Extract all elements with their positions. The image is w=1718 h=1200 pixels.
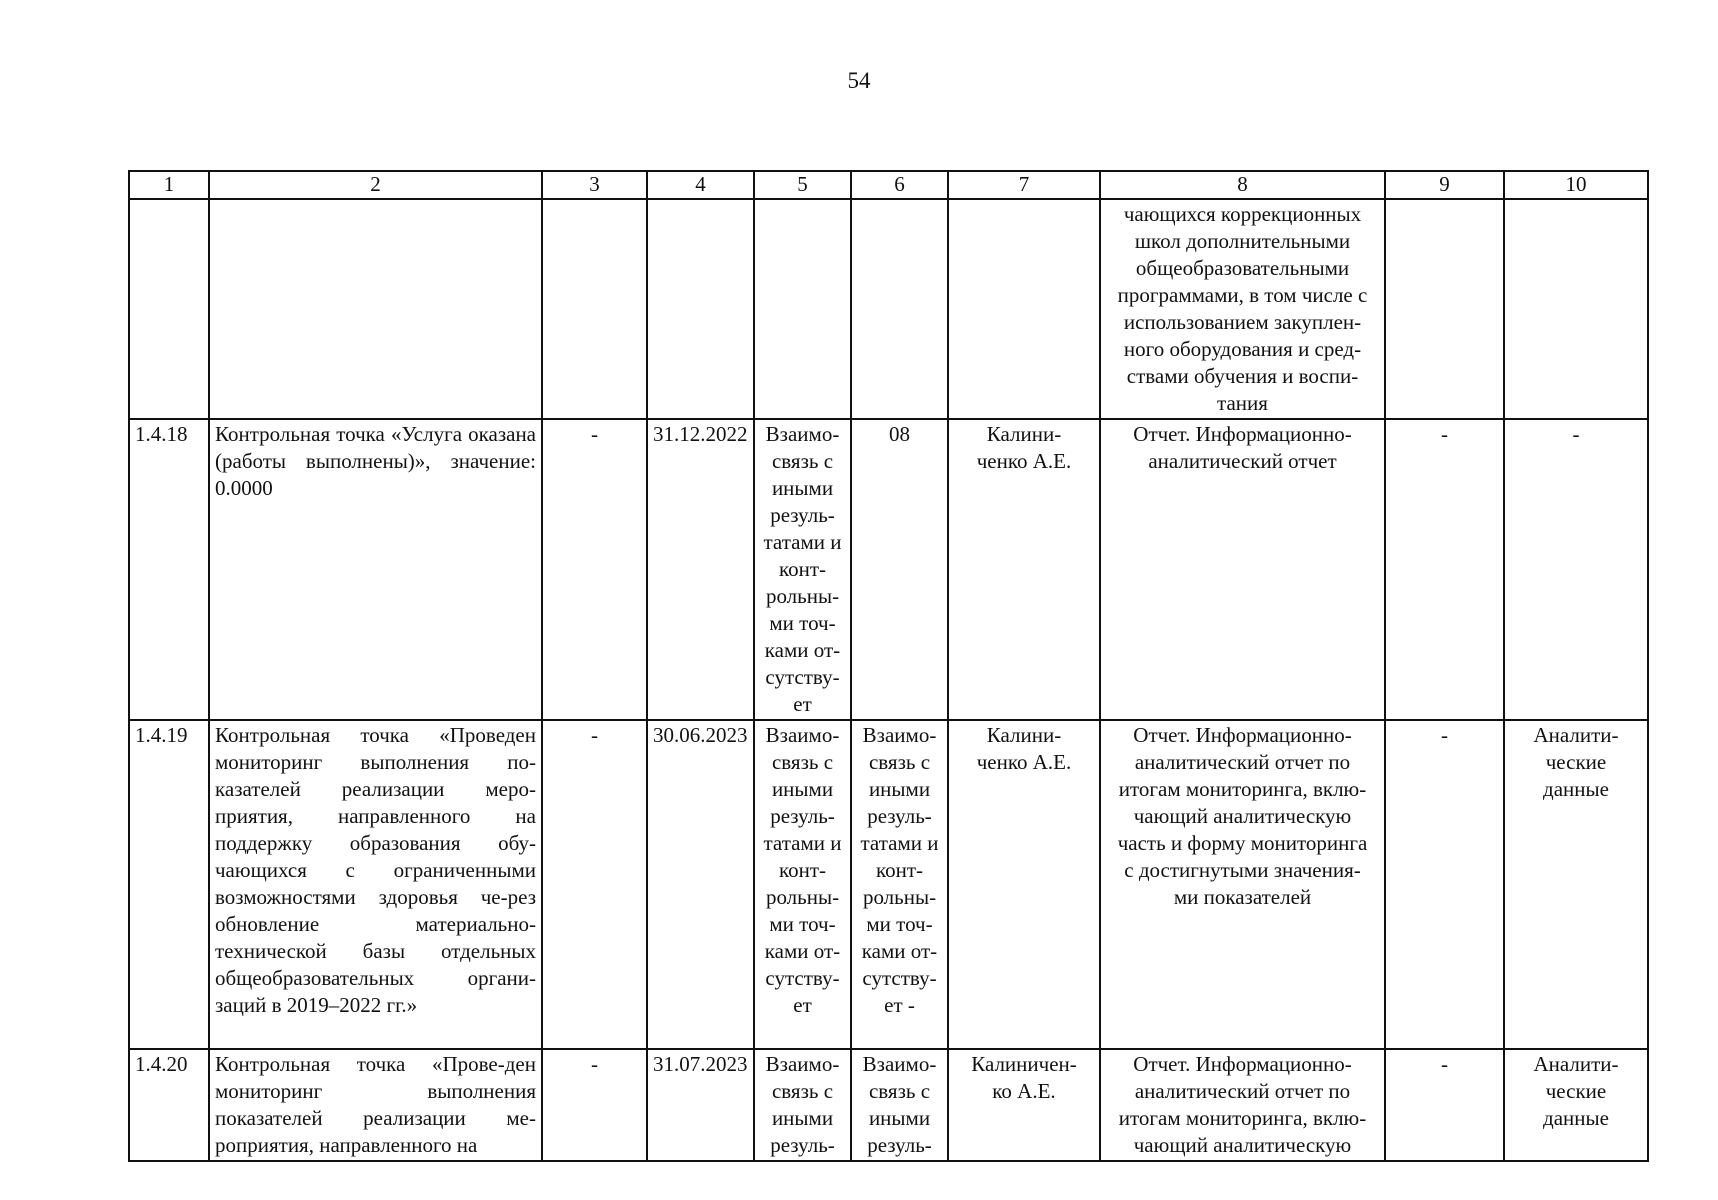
row-date: 31.07.2023 [647, 1049, 754, 1161]
row-responsible: Калини- ченко А.Е. [948, 419, 1100, 720]
table-row [129, 419, 1648, 720]
column-header-8: 8 [1100, 171, 1385, 199]
row-col3: - [542, 1049, 647, 1161]
row-col6 [851, 199, 948, 419]
row-responsible: Калини- ченко А.Е. [948, 720, 1100, 1049]
column-header-10: 10 [1504, 171, 1648, 199]
row-col6: Взаимо- связь с иными резуль- татами и конт- рольны- ми точ- ками от- сутству- ет - [851, 720, 948, 1049]
table-row [129, 199, 1648, 419]
row-col10: - [1504, 419, 1648, 720]
row-col10: Аналити- ческие данные [1504, 1049, 1648, 1161]
row-number [129, 199, 209, 419]
row-number: 1.4.18 [129, 419, 209, 720]
header-row [129, 171, 1648, 199]
row-col6: 08 [851, 419, 948, 720]
row-responsible [948, 199, 1100, 419]
row-col9: - [1385, 419, 1504, 720]
column-header-5: 5 [754, 171, 851, 199]
table-row [129, 1049, 1648, 1161]
row-document: Отчет. Информационно- аналитический отчет по итогам мониторинга, вклю- чающий аналитическую [1100, 1049, 1385, 1161]
page-number: 54 [847, 68, 871, 93]
column-header-6: 6 [851, 171, 948, 199]
row-responsible: Калиничен- ко А.Е. [948, 1049, 1100, 1161]
row-description: Контрольная точка «Услуга оказана (работы выполнены)», значение: 0.0000 [209, 419, 542, 720]
column-header-4: 4 [647, 171, 754, 199]
row-col5: Взаимо- связь с иными резуль- татами и конт- рольны- ми точ- ками от- сутству- ет [754, 720, 851, 1049]
row-description: Контрольная точка «Прове-ден мониторинг выполнения показателей реализации ме-роприятия, направленного на [209, 1049, 542, 1161]
row-col3 [542, 199, 647, 419]
row-col5: Взаимо- связь с иными резуль- [754, 1049, 851, 1161]
row-date [647, 199, 754, 419]
row-date: 30.06.2023 [647, 720, 754, 1049]
column-header-1: 1 [129, 171, 209, 199]
row-number: 1.4.20 [129, 1049, 209, 1161]
row-number: 1.4.19 [129, 720, 209, 1049]
row-col6: Взаимо- связь с иными резуль- [851, 1049, 948, 1161]
column-header-7: 7 [948, 171, 1100, 199]
row-description: Контрольная точка «Проведен мониторинг выполнения по-казателей реализации меро-приятия, направленного на поддержку образования обу-чающихся с ограниченными возможностями здоровья че-рез обновление материально-технической базы отдельных общеобразовательных органи-заций в 2019–2022 гг.» [209, 720, 542, 1049]
row-description [209, 199, 542, 419]
row-date: 31.12.2022 [647, 419, 754, 720]
row-col5: Взаимо- связь с иными резуль- татами и конт- рольны- ми точ- ками от- сутству- ет [754, 419, 851, 720]
row-col3: - [542, 419, 647, 720]
row-col9: - [1385, 1049, 1504, 1161]
row-col10 [1504, 199, 1648, 419]
column-header-9: 9 [1385, 171, 1504, 199]
row-col9 [1385, 199, 1504, 419]
row-col9: - [1385, 720, 1504, 1049]
row-document: чающихся коррекционных школ дополнительными общеобразовательными программами, в том числе с использованием закуплен- ного оборудования и сред- ствами обучения и воспи- тания [1100, 199, 1385, 419]
column-header-2: 2 [209, 171, 542, 199]
table-row [129, 720, 1648, 1049]
row-document: Отчет. Информационно- аналитический отчет [1100, 419, 1385, 720]
row-col5 [754, 199, 851, 419]
row-document: Отчет. Информационно- аналитический отчет по итогам мониторинга, вклю- чающий аналитическую часть и форму мониторинга с достигнутыми значения- ми показателей [1100, 720, 1385, 1049]
row-col10: Аналити- ческие данные [1504, 720, 1648, 1049]
column-header-3: 3 [542, 171, 647, 199]
plan-table [128, 170, 1649, 1162]
row-col3: - [542, 720, 647, 1049]
